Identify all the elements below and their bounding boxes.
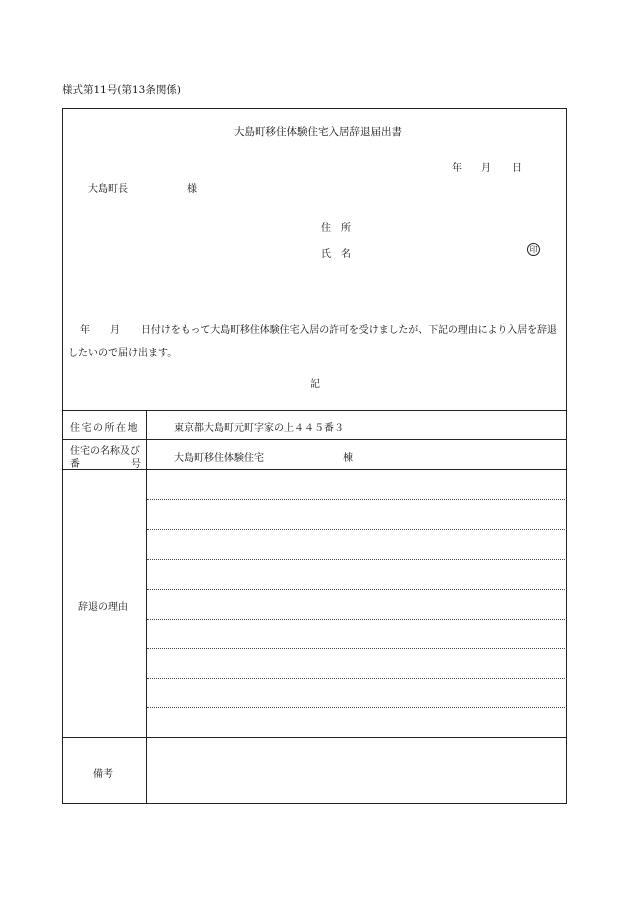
reason-writing-line <box>147 589 567 590</box>
table-top-line <box>62 410 567 411</box>
house-name-value: 大島町移住体験住宅 <box>174 453 264 464</box>
reason-writing-line <box>147 619 567 620</box>
reason-writing-line <box>147 529 567 530</box>
name-number-label-go: 号 <box>131 459 141 470</box>
name-number-label-line1: 住宅の名称及び <box>70 446 140 457</box>
ki-mark: 記 <box>310 379 320 390</box>
date-month: 月 <box>481 163 491 174</box>
date-year: 年 <box>452 163 462 174</box>
reason-writing-line <box>147 559 567 560</box>
name-number-label-ban: 番 <box>70 459 80 470</box>
location-label: 住宅の所在地 <box>70 423 139 434</box>
reason-writing-line <box>147 648 567 649</box>
body-line2: したいので届け出ます。 <box>68 348 178 359</box>
reason-writing-line <box>147 707 567 708</box>
form-number: 様式第11号(第13条関係) <box>62 84 181 96</box>
reason-label: 辞退の理由 <box>78 602 128 613</box>
date-day: 日 <box>512 163 522 174</box>
address-label: 住 所 <box>321 223 351 234</box>
remarks-label: 備考 <box>93 769 113 780</box>
row-divider-1 <box>62 439 567 440</box>
body-year: 年 <box>80 325 90 336</box>
body-line1: 日付けをもって大島町移住体験住宅入居の許可を受けましたが、下記の理由により入居を辞退 <box>141 325 557 336</box>
column-divider <box>146 410 147 804</box>
seal-mark: 印 <box>527 243 540 256</box>
addressee-name: 大島町長 <box>88 184 128 195</box>
addressee-honorific: 様 <box>187 184 197 195</box>
reason-writing-line <box>147 678 567 679</box>
house-unit-label: 棟 <box>343 453 353 464</box>
location-value: 東京都大島町元町字家の上４４５番３ <box>174 423 344 434</box>
name-label: 氏 名 <box>321 249 351 260</box>
document-title: 大島町移住体験住宅入居辞退届出書 <box>234 126 402 138</box>
body-month: 月 <box>110 325 120 336</box>
row-divider-3 <box>62 737 567 738</box>
reason-writing-line <box>147 499 567 500</box>
